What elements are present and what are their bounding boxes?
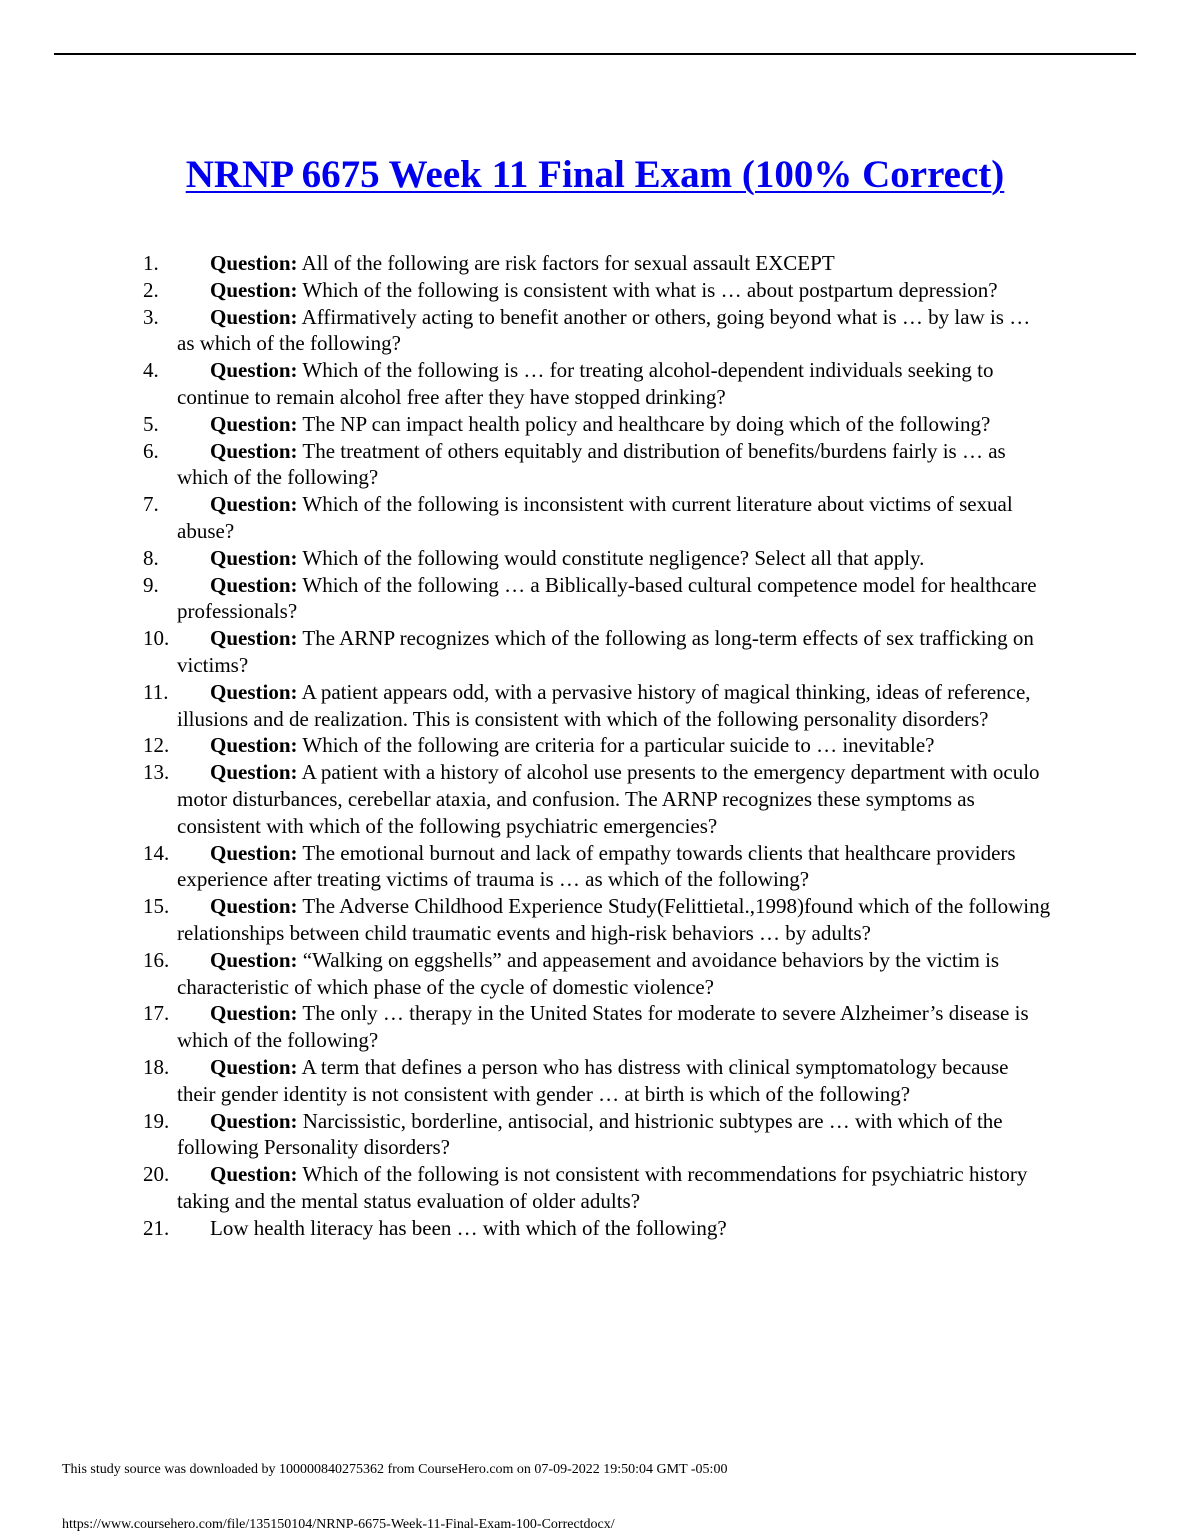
question-item [0, 893, 1052, 947]
question-item [0, 947, 1052, 1001]
question-number: 16. [143, 947, 170, 972]
question-item [0, 625, 1052, 679]
question-item [0, 840, 1052, 894]
question-number: 21. [143, 1215, 170, 1240]
question-number: 14. [143, 840, 170, 865]
question-label: Question: [210, 572, 298, 597]
question-text: The ARNP recognizes which of the following as long-term effects of sex trafficking on victims? [177, 626, 1034, 677]
question-text: Which of the following would constitute negligence? Select all that apply. [297, 545, 925, 570]
question-number: 19. [143, 1108, 170, 1133]
question-label: Question: [210, 411, 298, 436]
question-item [0, 1215, 1052, 1242]
question-label: Question: [210, 1162, 298, 1187]
question-label: Question: [210, 1108, 298, 1133]
question-label: Question: [210, 947, 298, 972]
question-item [0, 357, 1052, 411]
question-number: 11. [143, 679, 169, 704]
question-number: 3. [143, 304, 159, 329]
question-list [0, 250, 1190, 1241]
question-label: Question: [210, 545, 298, 570]
question-text: A patient with a history of alcohol use presents to the emergency department with oculo motor disturbances, cerebellar ataxia, and confusion. The ARNP recognizes these symptoms as consistent with which of the following psychiatric emergencies? [177, 760, 1040, 838]
question-number: 18. [143, 1054, 170, 1079]
question-label: Question: [210, 492, 298, 517]
header-rule [54, 53, 1136, 55]
question-text: The Adverse Childhood Experience Study(Felittietal.,1998)found which of the following relationships between child traumatic events and high-risk behaviors … by adults? [177, 894, 1051, 945]
question-text: The treatment of others equitably and distribution of benefits/burdens fairly is … as which of the following? [177, 438, 1006, 490]
question-number: 12. [143, 733, 170, 758]
question-text: Narcissistic, borderline, antisocial, and histrionic subtypes are … with which of the following Personality disorders? [177, 1108, 1003, 1160]
question-item [0, 572, 1052, 626]
question-item [0, 250, 1052, 277]
question-text: “Walking on eggshells” and appeasement and avoidance behaviors by the victim is characteristic of which phase of the cycle of domestic violence? [177, 947, 1000, 999]
question-item [0, 679, 1052, 733]
question-item [0, 491, 1052, 545]
question-label: Question: [210, 760, 298, 785]
question-text: Low health literacy has been … with which of the following? [210, 1215, 727, 1240]
question-number: 2. [143, 277, 159, 302]
question-text: Which of the following is … for treating alcohol-dependent individuals seeking to continue to remain alcohol free after they have stopped drinking? [177, 358, 994, 409]
question-item [0, 304, 1052, 358]
question-number: 13. [143, 760, 170, 785]
question-number: 4. [143, 358, 159, 383]
question-label: Question: [210, 438, 298, 463]
question-text: Which of the following … a Biblically-based cultural competence model for healthcare professionals? [177, 572, 1037, 624]
question-text: Which of the following is consistent with what is … about postpartum depression? [297, 277, 998, 302]
question-text: The NP can impact health policy and healthcare by doing which of the following? [297, 411, 991, 436]
question-text: A term that defines a person who has distress with clinical symptomatology because their gender identity is not consistent with gender … at birth is which of the following? [177, 1054, 1009, 1106]
question-item [0, 545, 1052, 572]
question-label: Question: [210, 626, 298, 651]
question-number: 9. [143, 572, 159, 597]
question-item [0, 411, 1052, 438]
question-number: 6. [143, 438, 159, 463]
question-label: Question: [210, 894, 298, 919]
question-text: The emotional burnout and lack of empathy towards clients that healthcare providers experience after treating victims of trauma is … as which of the following? [177, 840, 1016, 892]
download-source-note: This study source was downloaded by 100000840275362 from CourseHero.com on 07-09-2022 19:50:04 GMT -05:00 [62, 1462, 728, 1477]
question-text: Affirmatively acting to benefit another or others, going beyond what is … by law is … as which of the following? [177, 304, 1031, 356]
question-number: 1. [143, 251, 159, 275]
question-item [0, 759, 1052, 839]
question-item [0, 732, 1052, 759]
question-text: All of the following are risk factors for sexual assault EXCEPT [297, 251, 835, 275]
question-item [0, 438, 1052, 492]
question-label: Question: [210, 1054, 298, 1079]
question-text: The only … therapy in the United States for moderate to severe Alzheimer’s disease is which of the following? [177, 1001, 1029, 1053]
question-label: Question: [210, 251, 298, 275]
question-label: Question: [210, 358, 298, 383]
source-url: https://www.coursehero.com/file/135150104/NRNP-6675-Week-11-Final-Exam-100-Correctdocx/ [62, 1517, 615, 1532]
question-number: 8. [143, 545, 159, 570]
question-text: Which of the following are criteria for a particular suicide to … inevitable? [297, 733, 935, 758]
question-text: Which of the following is not consistent with recommendations for psychiatric history taking and the mental status evaluation of older adults? [177, 1162, 1028, 1213]
question-text: Which of the following is inconsistent with current literature about victims of sexual abuse? [177, 492, 1013, 543]
document-title [0, 150, 1190, 200]
question-number: 5. [143, 411, 159, 436]
question-item [0, 1108, 1052, 1162]
question-item [0, 1161, 1052, 1215]
question-label: Question: [210, 679, 298, 704]
question-number: 20. [143, 1162, 170, 1187]
question-number: 15. [143, 894, 170, 919]
question-text: A patient appears odd, with a pervasive history of magical thinking, ideas of reference, illusions and de realization. This is consistent with which of the following personality disorders? [177, 679, 1031, 731]
question-number: 17. [143, 1001, 170, 1026]
question-item [0, 1054, 1052, 1108]
question-item [0, 1000, 1052, 1054]
question-item [0, 277, 1052, 304]
question-label: Question: [210, 733, 298, 758]
question-label: Question: [210, 1001, 298, 1026]
question-number: 7. [143, 492, 159, 517]
question-number: 10. [143, 626, 170, 651]
question-label: Question: [210, 277, 298, 302]
question-label: Question: [210, 304, 298, 329]
title-link[interactable]: NRNP 6675 Week 11 Final Exam (100% Correct) [185, 153, 1005, 196]
question-label: Question: [210, 840, 298, 865]
